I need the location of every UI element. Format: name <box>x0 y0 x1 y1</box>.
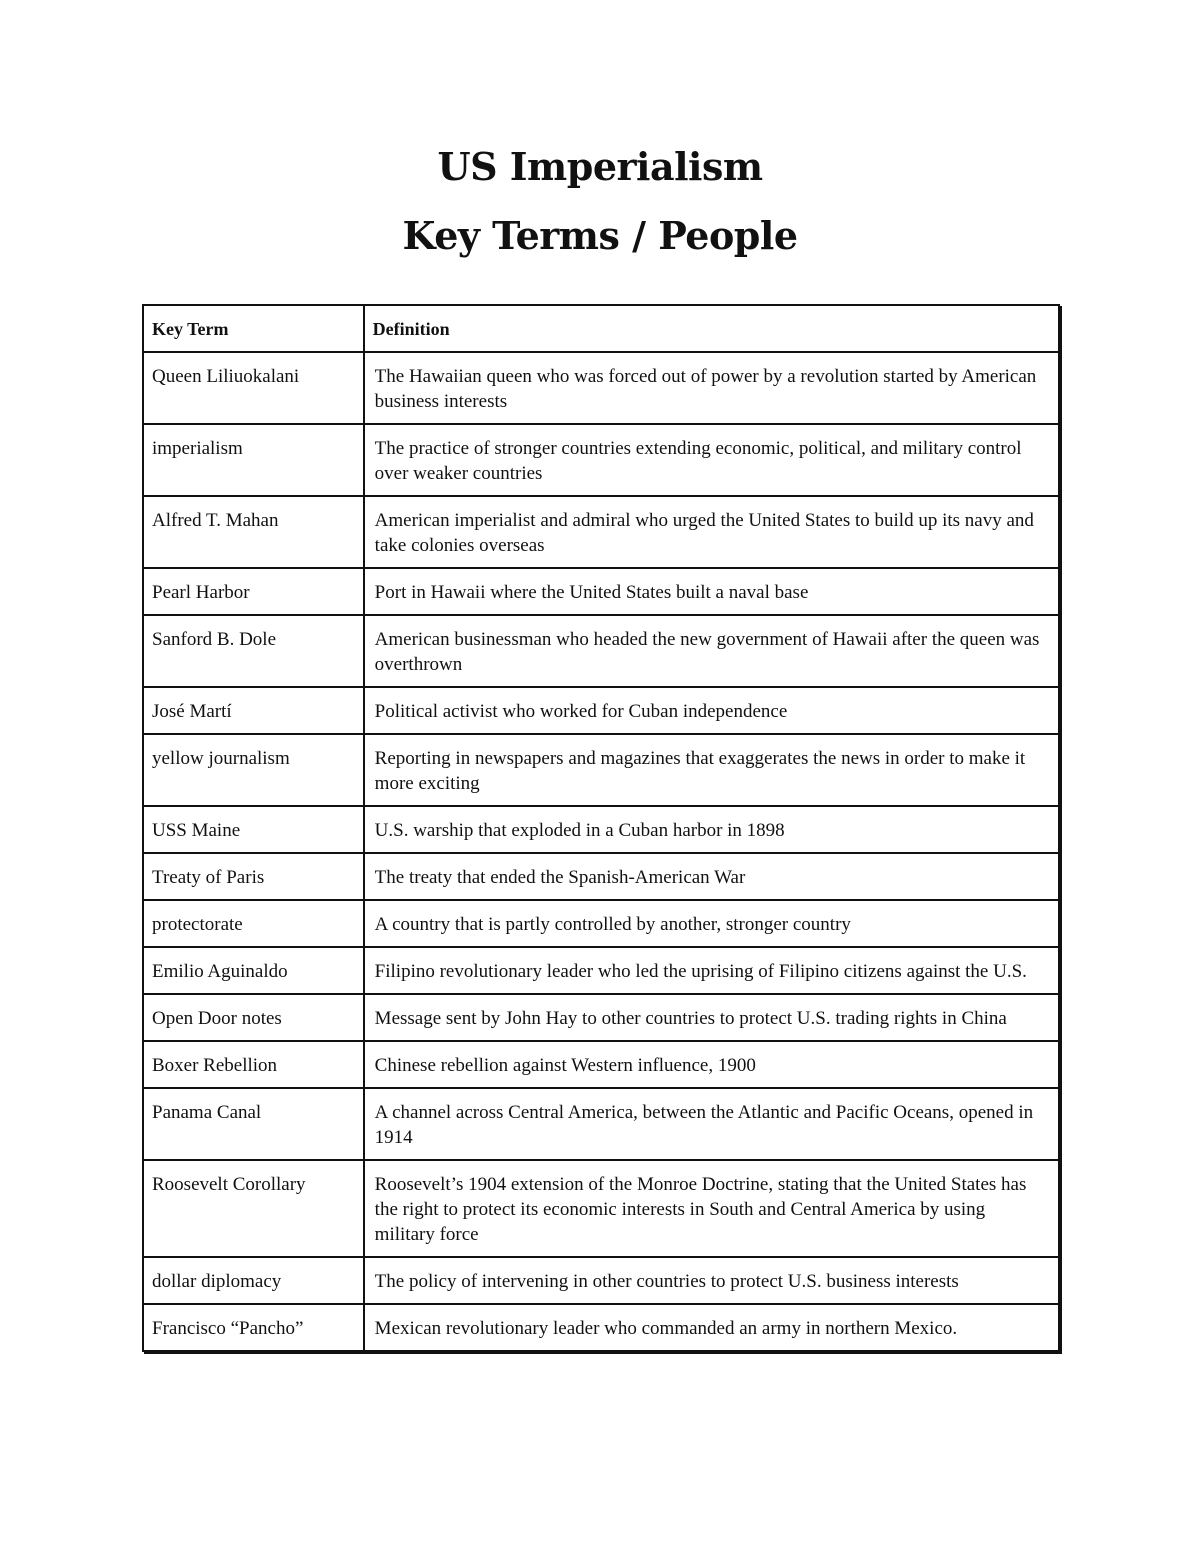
table-body <box>143 352 1059 1351</box>
key-term-cell: Roosevelt Corollary <box>143 1160 364 1257</box>
table-row <box>143 1160 1059 1257</box>
table-row <box>143 1257 1059 1304</box>
table-row <box>143 1041 1059 1088</box>
key-term-cell: protectorate <box>143 900 364 947</box>
key-term-cell: Open Door notes <box>143 994 364 1041</box>
definition-cell: A channel across Central America, between the Atlantic and Pacific Oceans, opened in 1914 <box>364 1088 1059 1160</box>
key-term-cell: imperialism <box>143 424 364 496</box>
definition-cell: Message sent by John Hay to other countries to protect U.S. trading rights in China <box>364 994 1059 1041</box>
key-term-cell: Panama Canal <box>143 1088 364 1160</box>
table-row <box>143 687 1059 734</box>
key-term-cell: Sanford B. Dole <box>143 615 364 687</box>
table-row <box>143 1088 1059 1160</box>
definition-cell: Roosevelt’s 1904 extension of the Monroe Doctrine, stating that the United States has the right to protect its economic interests in South and Central America by using military force <box>364 1160 1059 1257</box>
table-row <box>143 853 1059 900</box>
table-row <box>143 734 1059 806</box>
definition-cell: A country that is partly controlled by another, stronger country <box>364 900 1059 947</box>
page-subtitle: Key Terms / People <box>402 213 798 258</box>
key-term-cell: Emilio Aguinaldo <box>143 947 364 994</box>
table-row <box>143 568 1059 615</box>
table-row <box>143 615 1059 687</box>
key-term-cell: Treaty of Paris <box>143 853 364 900</box>
table-row <box>143 806 1059 853</box>
key-term-cell: José Martí <box>143 687 364 734</box>
table-row <box>143 900 1059 947</box>
table-row <box>143 496 1059 568</box>
definition-cell: Chinese rebellion against Western influence, 1900 <box>364 1041 1059 1088</box>
definition-cell: The Hawaiian queen who was forced out of power by a revolution started by American business interests <box>364 352 1059 424</box>
table-row <box>143 994 1059 1041</box>
definition-cell: Mexican revolutionary leader who commanded an army in northern Mexico. <box>364 1304 1059 1351</box>
key-term-cell: Queen Liliuokalani <box>143 352 364 424</box>
definition-cell: Filipino revolutionary leader who led the uprising of Filipino citizens against the U.S. <box>364 947 1059 994</box>
key-term-cell: Francisco “Pancho” <box>143 1304 364 1351</box>
definition-cell: The policy of intervening in other countries to protect U.S. business interests <box>364 1257 1059 1304</box>
table-row <box>143 1304 1059 1351</box>
key-terms-table <box>142 304 1060 1352</box>
definition-cell: American businessman who headed the new government of Hawaii after the queen was overthrown <box>364 615 1059 687</box>
definition-cell: Political activist who worked for Cuban independence <box>364 687 1059 734</box>
definition-cell: American imperialist and admiral who urged the United States to build up its navy and take colonies overseas <box>364 496 1059 568</box>
table-row <box>143 424 1059 496</box>
page-title: US Imperialism <box>437 144 763 189</box>
key-term-cell: dollar diplomacy <box>143 1257 364 1304</box>
definition-cell: The practice of stronger countries extending economic, political, and military control over weaker countries <box>364 424 1059 496</box>
column-header-definition: Definition <box>364 305 1059 352</box>
column-header-key-term: Key Term <box>143 305 364 352</box>
definition-cell: Port in Hawaii where the United States built a naval base <box>364 568 1059 615</box>
definition-cell: U.S. warship that exploded in a Cuban harbor in 1898 <box>364 806 1059 853</box>
table-row <box>143 352 1059 424</box>
table-header-row <box>143 305 1059 352</box>
key-term-cell: yellow journalism <box>143 734 364 806</box>
key-term-cell: USS Maine <box>143 806 364 853</box>
key-term-cell: Boxer Rebellion <box>143 1041 364 1088</box>
key-term-cell: Pearl Harbor <box>143 568 364 615</box>
definition-cell: Reporting in newspapers and magazines that exaggerates the news in order to make it more exciting <box>364 734 1059 806</box>
table-row <box>143 947 1059 994</box>
key-term-cell: Alfred T. Mahan <box>143 496 364 568</box>
definition-cell: The treaty that ended the Spanish-American War <box>364 853 1059 900</box>
